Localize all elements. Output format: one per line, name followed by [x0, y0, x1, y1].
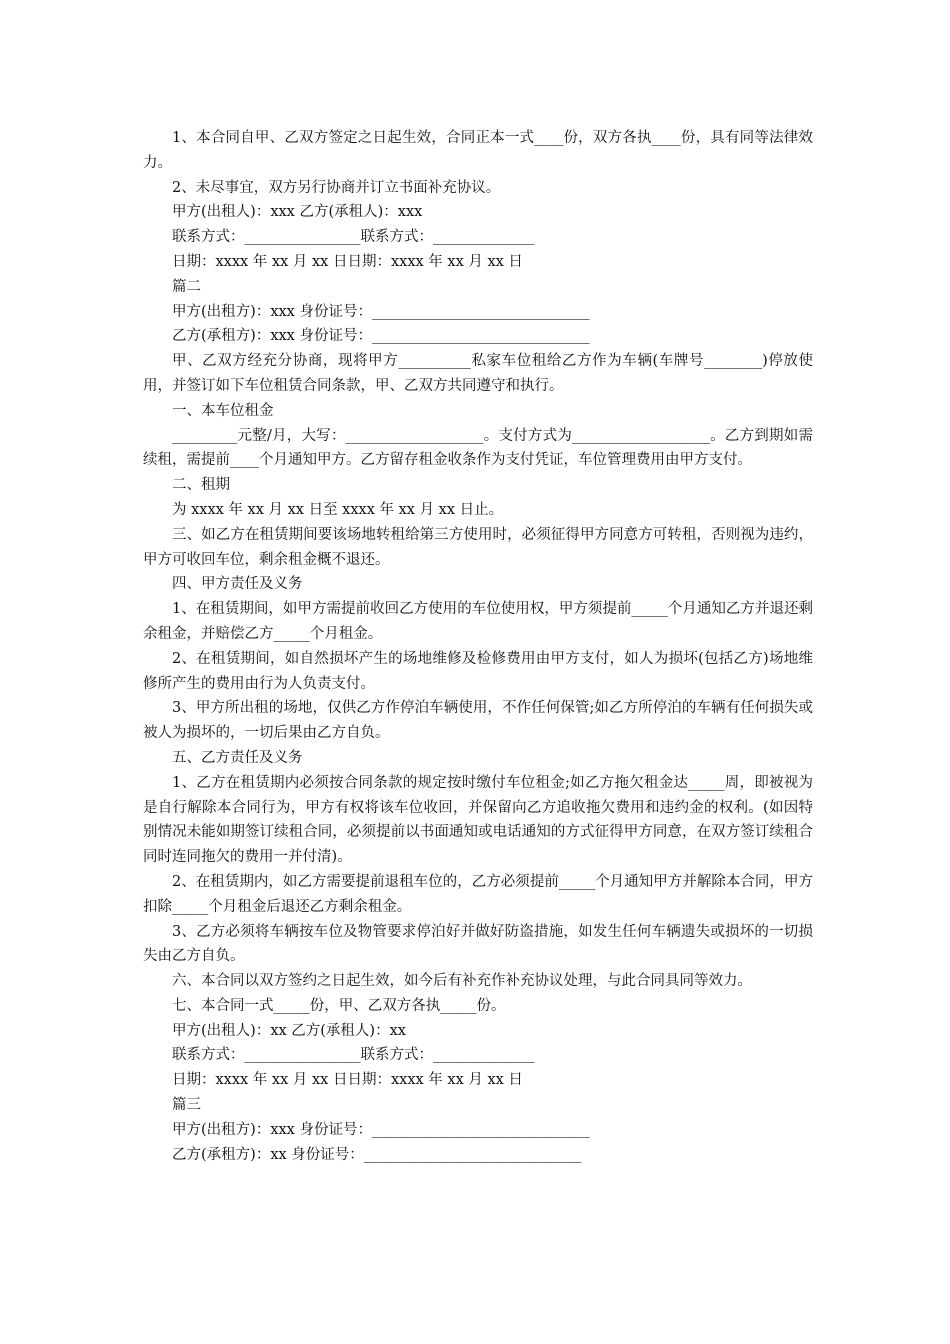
- date-line-2: 日期：xxxx 年 xx 月 xx 日日期：xxxx 年 xx 月 xx 日: [172, 1072, 523, 1089]
- lessor-duty-2: 2、在租赁期间，如自然损坏产生的场地维修及检修费用由甲方支付，如人为损坏(包括乙方)场地维修所产生的费用由行为人负责支付。: [143, 650, 813, 692]
- section-heading-part3: 篇三: [172, 1097, 201, 1114]
- date-line: 日期：xxxx 年 xx 月 xx 日日期：xxxx 年 xx 月 xx 日: [172, 253, 523, 270]
- lessor-duty-3: 3、甲方所出租的场地，仅供乙方作停泊车辆使用，不作任何保管;如乙方所停泊的车辆有任何损失或被人为损坏的，一切后果由乙方自负。: [143, 700, 813, 742]
- lessee-duty-3: 3、乙方必须将车辆按车位及物管要求停泊好并做好防盗措施，如发生任何车辆遗失或损坏的一切损失由乙方自负。: [143, 923, 813, 965]
- contact-line-2: 联系方式：________________联系方式：______________: [172, 1047, 535, 1064]
- lessor-id-line-3: 甲方(出租方)：xxx 身份证号：______________________________: [172, 1121, 590, 1138]
- term-paragraph: 为 xxxx 年 xx 月 xx 日至 xxxx 年 xx 月 xx 日止。: [172, 501, 504, 518]
- lessee-id-line: 乙方(承租方)：xxx 身份证号：______________________________: [172, 328, 590, 345]
- document-body: [143, 126, 813, 1167]
- lessee-duty-2: 2、在租赁期内，如乙方需要提前退租车位的，乙方必须提前_____个月通知甲方并解除本合同，甲方扣除_____个月租金后退还乙方剩余租金。: [143, 873, 813, 915]
- clause-six: 六、本合同以双方签约之日起生效，如今后有补充作补充协议处理，与此合同具同等效力。: [172, 973, 752, 990]
- party-names-line-2: 甲方(出租人)：xx 乙方(承租人)：xx: [172, 1022, 406, 1039]
- clause-effective-date: 1、本合同自甲、乙双方签定之日起生效，合同正本一式____份，双方各执____份，具有同等法律效力。: [143, 130, 813, 171]
- lessor-duty-1: 1、在租赁期间，如甲方需提前收回乙方使用的车位使用权，甲方须提前_____个月通知乙方并退还剩余租金，并赔偿乙方_____个月租金。: [143, 601, 813, 642]
- party-names-line: 甲方(出租人)：xxx 乙方(承租人)：xxx: [172, 204, 423, 221]
- lessee-duty-1: 1、乙方在租赁期内必须按合同条款的规定按时缴付车位租金;如乙方拖欠租金达_____周，即被视为是自行解除本合同行为，甲方有权将该车位收回，并保留向乙方追收拖欠费用和违约金的权利。(如因特别情况未能如期签订续租合同，必须提前以书面通知或电话通知的方式征得甲方同意，在双方签订续租合同时连同拖欠的费用一并付清)。: [143, 774, 813, 866]
- preamble-paragraph: 甲、乙双方经充分协商，现将甲方__________私家车位租给乙方作为车辆(车牌号________)停放使用，并签订如下车位租赁合同条款，甲、乙双方共同遵守和执行。: [143, 353, 813, 394]
- sublease-paragraph: 三、如乙方在租赁期间要该场地转租给第三方使用时，必须征得甲方同意方可转租，否则视为违约，甲方可收回车位，剩余租金概不退还。: [143, 526, 813, 568]
- clause-seven: 七、本合同一式_____份，甲、乙双方各执_____份。: [172, 997, 506, 1014]
- heading-rent: 一、本车位租金: [172, 402, 274, 419]
- rent-paragraph: _________元整/月，大写：___________________。支付方式为___________________。乙方到期如需续租，需提前____个月通知甲方。乙方留存租金收条作为支付凭证，车位管理费用由甲方支付。: [143, 427, 813, 469]
- lessee-id-line-3: 乙方(承租方)：xx 身份证号：______________________________: [172, 1146, 582, 1163]
- section-heading-part2: 篇二: [172, 278, 201, 295]
- heading-term: 二、租期: [172, 477, 230, 494]
- clause-supplementary: 2、未尽事宜，双方另行协商并订立书面补充协议。: [172, 179, 501, 196]
- heading-lessor-duties: 四、甲方责任及义务: [172, 576, 303, 593]
- contact-line: 联系方式：________________联系方式：______________: [172, 229, 535, 246]
- heading-lessee-duties: 五、乙方责任及义务: [172, 749, 303, 766]
- lessor-id-line: 甲方(出租方)：xxx 身份证号：______________________________: [172, 303, 590, 320]
